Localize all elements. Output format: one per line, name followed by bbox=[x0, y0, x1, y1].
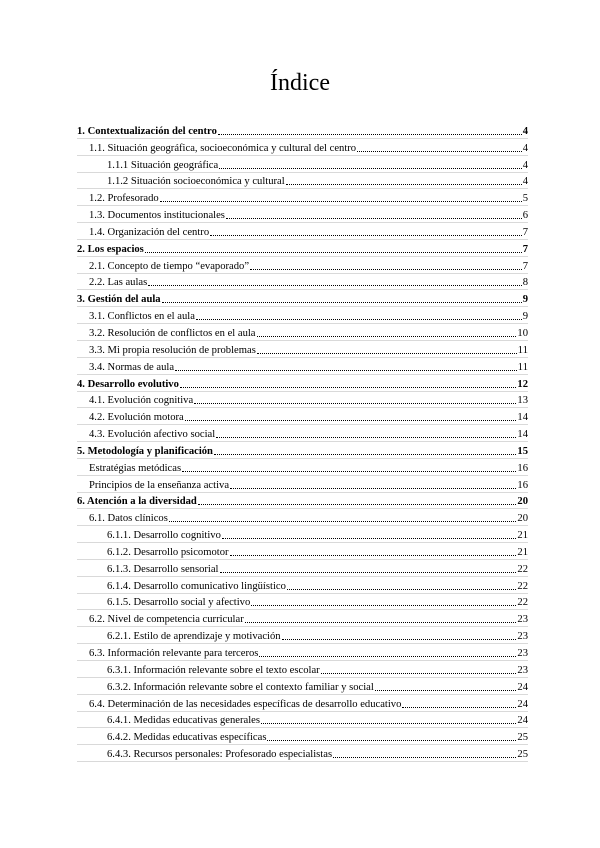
toc-entry[interactable] bbox=[77, 610, 528, 627]
toc-entry-label: 6.1.5. Desarrollo social y afectivo bbox=[107, 597, 251, 609]
toc-entry-page-number: 16 bbox=[517, 479, 528, 491]
dot-leader bbox=[259, 656, 516, 657]
toc-entry-page-number: 11 bbox=[517, 344, 528, 356]
toc-entry-label: 1.1.2 Situación socioeconómica y cultural bbox=[107, 176, 285, 188]
toc-entry-page-number: 7 bbox=[522, 243, 528, 255]
toc-entry[interactable] bbox=[77, 189, 528, 206]
toc-entry-page-number: 11 bbox=[517, 361, 528, 373]
toc-entry-label: 1. Contextualización del centro bbox=[77, 125, 217, 137]
toc-entry[interactable] bbox=[77, 240, 528, 257]
toc-entry[interactable] bbox=[77, 341, 528, 358]
toc-entry[interactable] bbox=[77, 678, 528, 695]
toc-entry[interactable] bbox=[77, 307, 528, 324]
dot-leader bbox=[230, 488, 516, 489]
toc-entry-page-number: 12 bbox=[517, 378, 528, 390]
toc-entry[interactable] bbox=[77, 324, 528, 341]
toc-entry[interactable] bbox=[77, 206, 528, 223]
toc-entry[interactable] bbox=[77, 661, 528, 678]
toc-entry-page-number: 10 bbox=[517, 327, 528, 339]
toc-entry-label: 3.3. Mi propia resolución de problemas bbox=[89, 344, 256, 356]
toc-entry[interactable] bbox=[77, 122, 528, 139]
toc-entry-label: 4.2. Evolución motora bbox=[89, 412, 184, 424]
dot-leader bbox=[261, 723, 516, 724]
toc-entry-label: 2.2. Las aulas bbox=[89, 277, 148, 289]
dot-leader bbox=[251, 605, 516, 606]
toc-entry[interactable] bbox=[77, 392, 528, 409]
toc-entry[interactable] bbox=[77, 257, 528, 274]
toc-entry-label: 6.4.2. Medidas educativas específicas bbox=[107, 732, 267, 744]
dot-leader bbox=[145, 252, 522, 253]
toc-entry-page-number: 4 bbox=[522, 142, 528, 154]
toc-entry-label: 2.1. Concepto de tiempo “evaporado” bbox=[89, 260, 250, 272]
toc-entry[interactable] bbox=[77, 139, 528, 156]
toc-entry[interactable] bbox=[77, 560, 528, 577]
toc-entry[interactable] bbox=[77, 290, 528, 307]
dot-leader bbox=[257, 336, 517, 337]
dot-leader bbox=[182, 471, 516, 472]
toc-entry-page-number: 21 bbox=[517, 546, 528, 558]
toc-entry-page-number: 25 bbox=[517, 732, 528, 744]
dot-leader bbox=[180, 387, 517, 388]
toc-entry-page-number: 9 bbox=[522, 311, 528, 323]
dot-leader bbox=[226, 218, 522, 219]
toc-entry-label: 6.1.3. Desarrollo sensorial bbox=[107, 563, 219, 575]
toc-entry-label: 6.1. Datos clínicos bbox=[89, 513, 168, 525]
toc-entry-page-number: 5 bbox=[522, 193, 528, 205]
toc-entry-page-number: 7 bbox=[522, 226, 528, 238]
dot-leader bbox=[375, 690, 517, 691]
toc-entry-label: 6.1.1. Desarrollo cognitivo bbox=[107, 530, 221, 542]
dot-leader bbox=[175, 370, 517, 371]
toc-entry[interactable] bbox=[77, 274, 528, 291]
toc-entry-page-number: 7 bbox=[522, 260, 528, 272]
toc-entry-page-number: 13 bbox=[517, 395, 528, 407]
toc-entry[interactable] bbox=[77, 594, 528, 611]
toc-entry-page-number: 9 bbox=[522, 294, 528, 306]
dot-leader bbox=[220, 572, 517, 573]
dot-leader bbox=[148, 285, 521, 286]
dot-leader bbox=[214, 454, 516, 455]
toc-entry[interactable] bbox=[77, 442, 528, 459]
toc-entry-label: 4.1. Evolución cognitiva bbox=[89, 395, 194, 407]
toc-entry[interactable] bbox=[77, 577, 528, 594]
dot-leader bbox=[219, 168, 522, 169]
toc-entry[interactable] bbox=[77, 695, 528, 712]
toc-entry-label: 5. Metodología y planificación bbox=[77, 445, 213, 457]
toc-entry-label: 6.2. Nivel de competencia curricular bbox=[89, 614, 244, 626]
toc-entry[interactable] bbox=[77, 745, 528, 762]
toc-entry-page-number: 21 bbox=[517, 530, 528, 542]
toc-entry-page-number: 25 bbox=[517, 749, 528, 761]
toc-entry[interactable] bbox=[77, 526, 528, 543]
toc-entry[interactable] bbox=[77, 712, 528, 729]
dot-leader bbox=[333, 757, 516, 758]
dot-leader bbox=[198, 504, 517, 505]
toc-entry-page-number: 23 bbox=[517, 664, 528, 676]
toc-entry-page-number: 16 bbox=[517, 462, 528, 474]
toc-entry[interactable] bbox=[77, 358, 528, 375]
toc-entry-page-number: 22 bbox=[517, 563, 528, 575]
toc-entry-page-number: 4 bbox=[522, 159, 528, 171]
toc-entry-label: 6.3. Información relevante para terceros bbox=[89, 648, 259, 659]
toc-entry-label: 4.3. Evolución afectivo social bbox=[89, 429, 216, 441]
toc-entry[interactable] bbox=[77, 375, 528, 392]
dot-leader bbox=[185, 420, 517, 421]
toc-entry-page-number: 24 bbox=[517, 681, 528, 693]
toc-entry-label: 6. Atención a la diversidad bbox=[77, 496, 197, 508]
toc-entry-page-number: 23 bbox=[517, 614, 528, 626]
dot-leader bbox=[210, 235, 522, 236]
dot-leader bbox=[321, 673, 517, 674]
dot-leader bbox=[218, 134, 522, 135]
toc-entry[interactable] bbox=[77, 173, 528, 190]
toc-entry-page-number: 20 bbox=[517, 496, 528, 508]
toc-entry-label: 6.1.2. Desarrollo psicomotor bbox=[107, 546, 229, 558]
toc-entry-label: Estratégias metódicas bbox=[89, 462, 182, 474]
toc-entry-label: 1.4. Organización del centro bbox=[89, 226, 210, 238]
toc-entry-label: 1.1.1 Situación geográfica bbox=[107, 159, 219, 171]
toc-entry-page-number: 22 bbox=[517, 580, 528, 592]
toc-entry[interactable] bbox=[77, 543, 528, 560]
toc-entry-page-number: 8 bbox=[522, 277, 528, 289]
toc-entry-label: 6.4.1. Medidas educativas generales bbox=[107, 715, 260, 727]
toc-entry[interactable] bbox=[77, 408, 528, 425]
dot-leader bbox=[286, 184, 522, 185]
toc-entry[interactable] bbox=[77, 223, 528, 240]
toc-entry-page-number: 15 bbox=[517, 445, 528, 457]
toc-entry[interactable] bbox=[77, 156, 528, 173]
toc-entry[interactable] bbox=[77, 627, 528, 644]
toc-entry-label: 1.1. Situación geográfica, socioeconómica y cultural del centro bbox=[89, 142, 357, 154]
toc-entry-label: 3.4. Normas de aula bbox=[89, 361, 175, 373]
toc-entry-label: 1.2. Profesorado bbox=[89, 193, 159, 205]
dot-leader bbox=[357, 151, 522, 152]
toc-entry-label: Principios de la enseñanza activa bbox=[89, 479, 230, 491]
dot-leader bbox=[250, 269, 522, 270]
toc-entry-page-number: 14 bbox=[517, 412, 528, 424]
toc-entry-page-number: 24 bbox=[517, 698, 528, 710]
toc-entry-label: 6.3.2. Información relevante sobre el contexto familiar y social bbox=[107, 681, 374, 693]
toc-entry-label: 6.4. Determinación de las necesidades específicas de desarrollo educativo bbox=[89, 698, 402, 710]
dot-leader bbox=[402, 707, 516, 708]
toc-entry-page-number: 20 bbox=[517, 513, 528, 525]
toc-entry-label: 4. Desarrollo evolutivo bbox=[77, 378, 179, 390]
dot-leader bbox=[245, 622, 517, 623]
toc-entry-page-number: 23 bbox=[517, 631, 528, 643]
dot-leader bbox=[287, 589, 517, 590]
dot-leader bbox=[169, 521, 517, 522]
dot-leader bbox=[162, 302, 522, 303]
toc-entry-page-number: 22 bbox=[517, 597, 528, 609]
toc-entry-page-number: 4 bbox=[522, 125, 528, 137]
toc-entry-label: 6.4.3. Recursos personales: Profesorado especialistas bbox=[107, 749, 333, 761]
toc-entry-label: 6.1.4. Desarrollo comunicativo lingüístico bbox=[107, 580, 286, 592]
toc-entry-page-number: 4 bbox=[522, 176, 528, 188]
dot-leader bbox=[230, 555, 517, 556]
toc-entry[interactable] bbox=[77, 459, 528, 476]
dot-leader bbox=[257, 353, 517, 354]
toc-entry-page-number: 6 bbox=[522, 210, 528, 222]
page-title: Índice bbox=[270, 70, 330, 96]
dot-leader bbox=[196, 319, 522, 320]
dot-leader bbox=[282, 639, 517, 640]
toc-entry[interactable] bbox=[77, 644, 528, 661]
toc-entry-label: 6.3.1. Información relevante sobre el texto escolar bbox=[107, 664, 320, 676]
dot-leader bbox=[267, 740, 516, 741]
toc-entry[interactable] bbox=[77, 476, 528, 493]
dot-leader bbox=[222, 538, 517, 539]
toc-entry-label: 2. Los espacios bbox=[77, 243, 144, 255]
toc-entry-label: 6.2.1. Estilo de aprendizaje y motivación bbox=[107, 631, 281, 643]
toc-entry-page-number: 14 bbox=[517, 429, 528, 441]
table-of-contents bbox=[77, 122, 528, 762]
toc-entry-page-number: 23 bbox=[517, 648, 528, 659]
toc-entry-label: 3. Gestión del aula bbox=[77, 294, 161, 306]
toc-entry[interactable] bbox=[77, 728, 528, 745]
toc-entry[interactable] bbox=[77, 425, 528, 442]
toc-entry-page-number: 24 bbox=[517, 715, 528, 727]
dot-leader bbox=[160, 201, 522, 202]
toc-entry[interactable] bbox=[77, 509, 528, 526]
toc-entry-label: 1.3. Documentos institucionales bbox=[89, 210, 225, 222]
toc-entry-label: 3.1. Conflictos en el aula bbox=[89, 311, 195, 323]
toc-entry-label: 3.2. Resolución de conflictos en el aula bbox=[89, 327, 256, 339]
toc-entry[interactable] bbox=[77, 493, 528, 510]
dot-leader bbox=[194, 403, 516, 404]
dot-leader bbox=[216, 437, 516, 438]
